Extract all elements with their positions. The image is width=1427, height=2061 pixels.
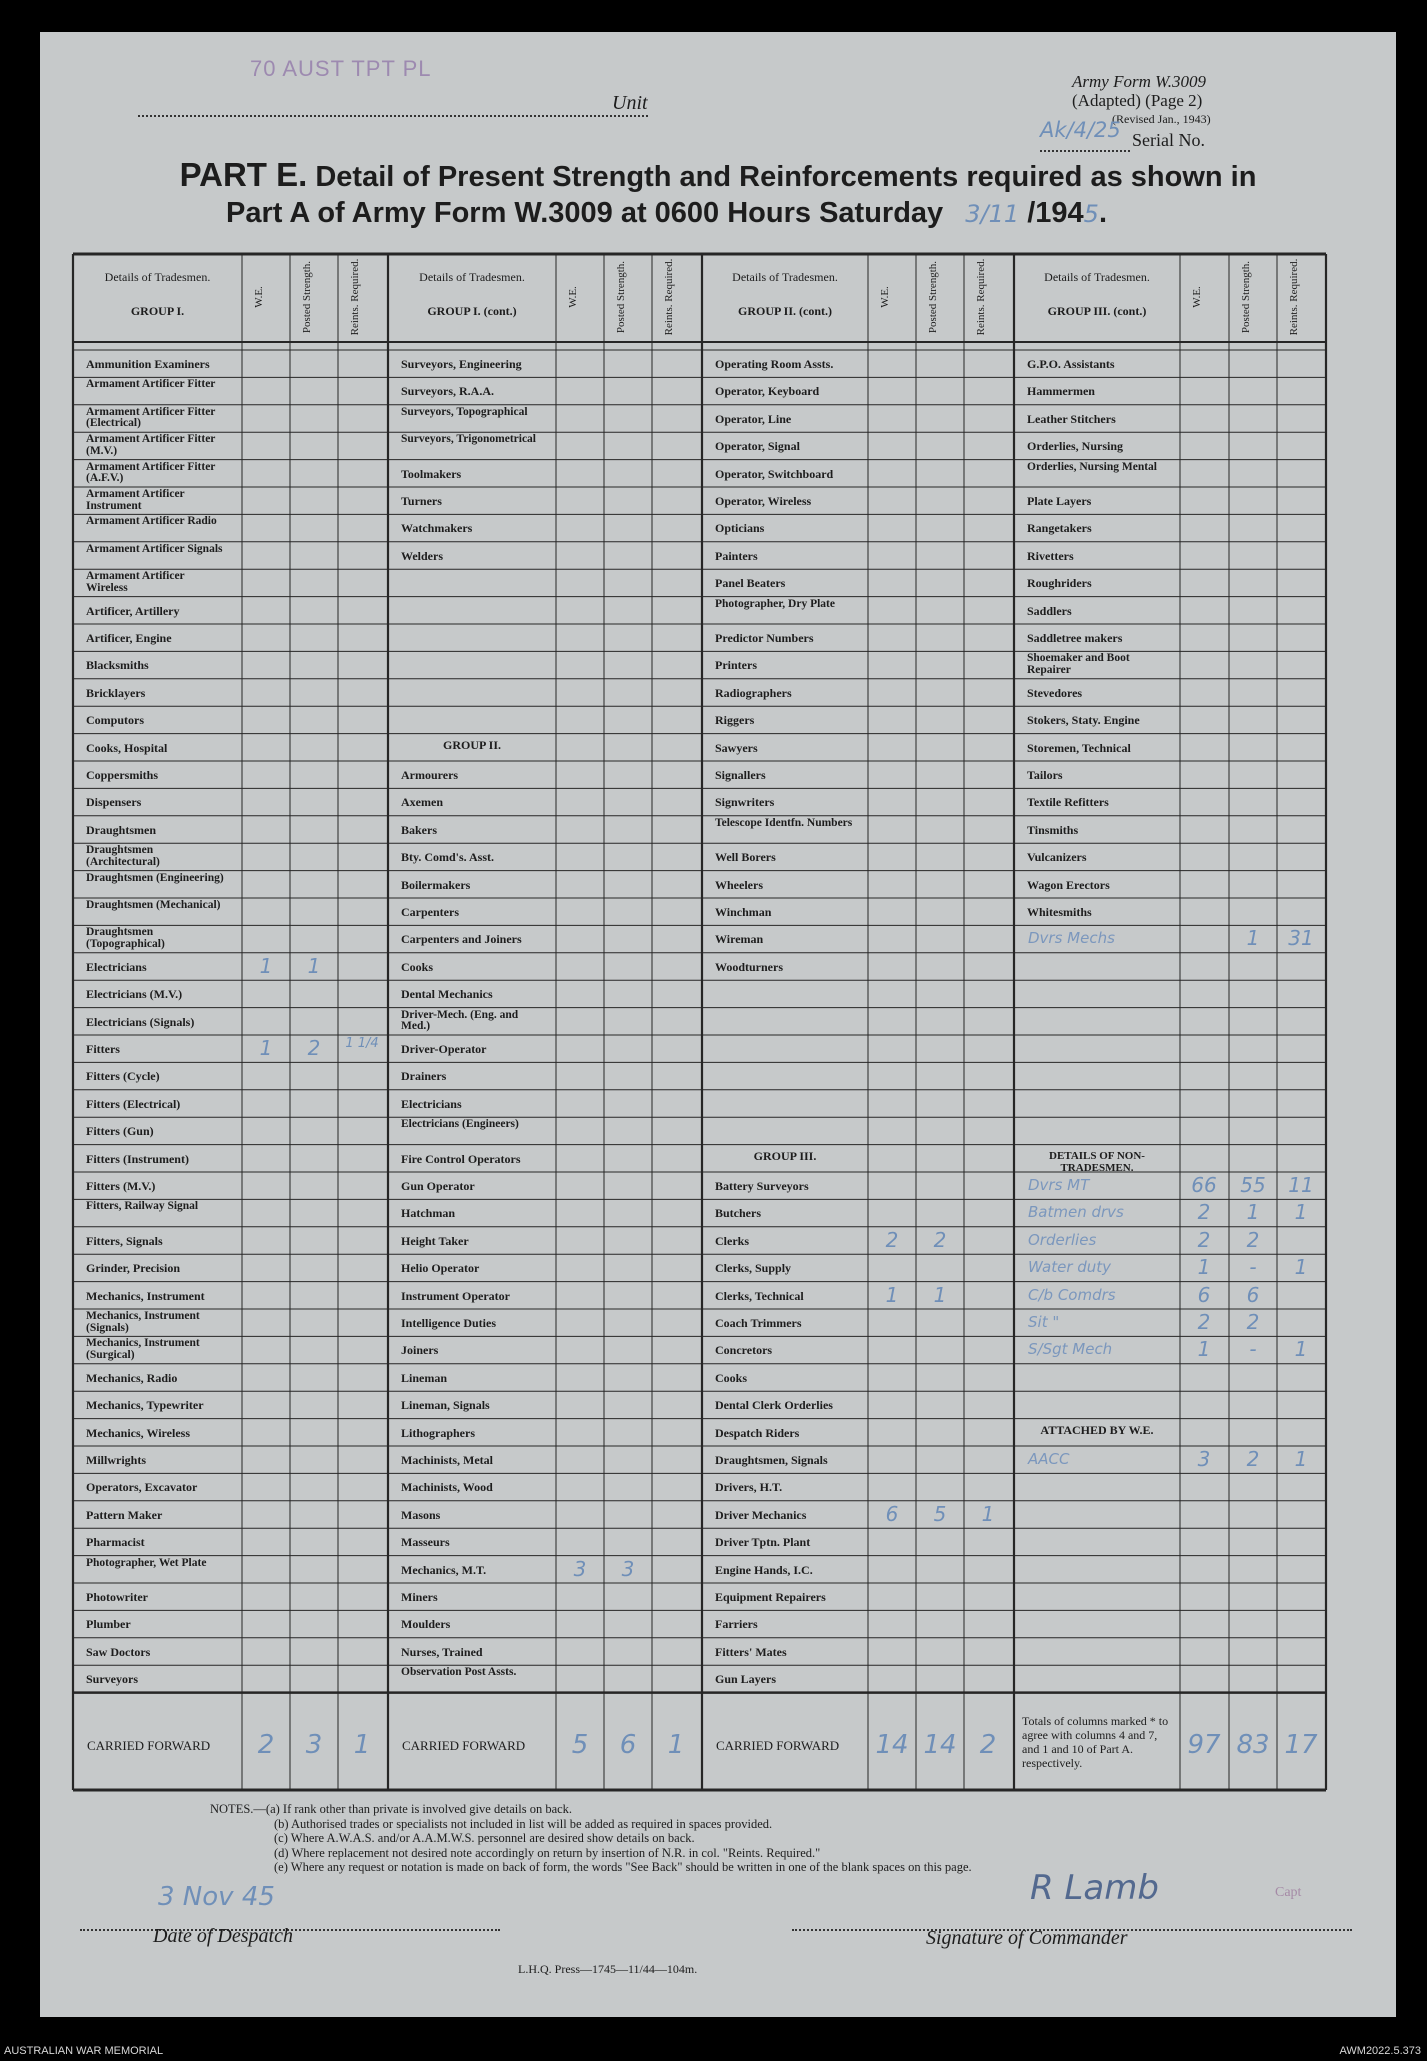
handwritten-value: 2	[933, 1227, 947, 1252]
trade-label: Butchers	[715, 1206, 761, 1221]
trade-label: Lineman, Signals	[401, 1398, 490, 1413]
trade-label: Plate Layers	[1027, 494, 1092, 508]
trade-label: Draughtsmen (Engineering)	[86, 871, 224, 884]
handwritten-value: 1	[1197, 1337, 1211, 1362]
details-header: Details of Tradesmen.	[419, 270, 525, 284]
trade-label: Gun Layers	[715, 1672, 777, 1687]
trade-label: Photowriter	[86, 1590, 148, 1604]
column-header: W.E.	[879, 286, 891, 308]
handwritten-value: 1	[1294, 1200, 1308, 1225]
trade-label: Mechanics, Instrument	[86, 1288, 205, 1303]
column-header: W.E.	[1191, 286, 1203, 308]
handwritten-value: 2	[1197, 1310, 1211, 1334]
form-id-line1: Army Form W.3009	[1072, 72, 1206, 91]
grand-total-value: 17	[1284, 1730, 1318, 1760]
carried-forward-value: 2	[257, 1730, 275, 1760]
trade-label: Boilermakers	[401, 877, 471, 892]
part-label: PART E.	[179, 156, 308, 193]
handwritten-value: 1	[981, 1501, 995, 1526]
handwritten-value: 55	[1240, 1173, 1266, 1197]
trade-label: Bricklayers	[86, 685, 146, 700]
trade-label: Masons	[401, 1507, 441, 1522]
handwritten-value: 2	[1197, 1227, 1211, 1252]
trade-label: Winchman	[715, 905, 772, 919]
handwritten-value: 2	[885, 1227, 899, 1252]
carried-forward-label: CARRIED FORWARD	[402, 1738, 526, 1753]
unit-stamp: 70 AUST TPT PL	[250, 56, 432, 81]
column-header: W.E.	[567, 286, 579, 308]
trade-label: Mechanics, Instrument (Signals)	[86, 1310, 200, 1334]
details-header: Details of Tradesmen.	[732, 270, 838, 284]
handwritten-value: 1	[1246, 1200, 1260, 1225]
trade-label: Operator, Keyboard	[715, 384, 820, 399]
trade-label: Electricians (Engineers)	[401, 1118, 519, 1131]
handwritten-value: -	[1249, 1337, 1257, 1362]
trade-label: Operating Room Assts.	[715, 357, 834, 371]
trade-label: Saddletree makers	[1027, 631, 1123, 645]
column-header: Posted Strength.	[301, 260, 313, 334]
trade-label: Bty. Comd's. Asst.	[401, 850, 495, 865]
trade-label: Millwrights	[86, 1453, 146, 1467]
totals-note: Totals of columns marked * to agree with columns 4 and 7, and 1 and 10 of Part A. respectively.	[1022, 1714, 1169, 1770]
trade-label: Armament Artificer Fitter (Electrical)	[86, 405, 216, 430]
handwritten-value: 11	[1288, 1173, 1314, 1197]
trade-label: Mechanics, Instrument (Surgical)	[86, 1337, 200, 1361]
note-a: NOTES.—(a) If rank other than private is involved give details on back.	[210, 1802, 573, 1816]
group-section-label: ATTACHED BY W.E.	[1040, 1422, 1154, 1437]
trade-label: Equipment Repairers	[715, 1590, 826, 1604]
year-digit: 5	[1083, 200, 1099, 228]
trade-label: Stevedores	[1027, 685, 1083, 700]
handwritten-value: 1	[1294, 1447, 1308, 1471]
trade-label: Wireman	[715, 932, 764, 947]
column-header: Reints. Required.	[349, 258, 361, 336]
trade-label: Draughtsmen	[86, 822, 157, 837]
trade-label: Orderlies, Nursing	[1027, 439, 1123, 454]
date-value: 3/11	[965, 200, 1020, 228]
trade-label: Intelligence Duties	[401, 1316, 496, 1330]
column-header: Posted Strength.	[927, 260, 939, 334]
trade-label: Shoemaker and Boot Repairer	[1027, 652, 1130, 676]
trade-label: Orderlies, Nursing Mental	[1027, 460, 1157, 473]
trade-label: Battery Surveyors	[715, 1179, 809, 1193]
trade-label: Saw Doctors	[86, 1644, 151, 1659]
trade-label: Mechanics, Radio	[86, 1370, 178, 1385]
trade-label: Electricians (Signals)	[86, 1014, 195, 1029]
trade-label: Coppersmiths	[86, 768, 159, 782]
trade-label: Masseurs	[401, 1535, 450, 1550]
trade-label: Mechanics, Typewriter	[86, 1398, 204, 1413]
trade-label: Surveyors, Trigonometrical	[401, 433, 536, 446]
trade-label: Fitters (Cycle)	[86, 1069, 160, 1084]
column-header: Posted Strength.	[615, 260, 627, 334]
trade-label: Turners	[401, 494, 442, 508]
handwritten-trade-name: Water duty	[1028, 1258, 1112, 1277]
trade-label: Hatchman	[401, 1206, 455, 1221]
trade-label: Clerks	[715, 1233, 749, 1248]
despatch-date-value: 3 Nov 45	[158, 1882, 275, 1912]
carried-forward-value: 3	[305, 1730, 323, 1760]
title-year: /194	[1027, 197, 1084, 229]
trade-label: Watchmakers	[401, 521, 473, 536]
grand-total-value: 97	[1187, 1730, 1221, 1760]
capt-label: Capt	[1275, 1885, 1302, 1900]
trade-label: Electricians	[86, 959, 147, 974]
trade-label: Armament Artificer Signals	[86, 542, 223, 555]
trade-label: Electricians (M.V.)	[86, 987, 183, 1002]
trade-label: Helio Operator	[401, 1261, 480, 1276]
trade-label: Painters	[715, 548, 758, 563]
trade-label: Surveyors, Topographical	[401, 405, 528, 418]
handwritten-value: 6	[1246, 1282, 1260, 1307]
trade-label: Saddlers	[1027, 603, 1072, 618]
trade-label: Armourers	[401, 768, 459, 782]
trade-label: Bakers	[401, 822, 437, 837]
trade-label: Armament Artificer Wireless	[86, 570, 185, 594]
handwritten-value: 2	[1246, 1447, 1260, 1471]
trade-label: Panel Beaters	[715, 576, 786, 591]
carried-forward-value: 2	[979, 1730, 997, 1760]
signature-label: Signature of Commander	[926, 1927, 1128, 1949]
trade-label: Opticians	[715, 521, 765, 536]
grand-total-value: 83	[1236, 1730, 1270, 1760]
group-section-label: GROUP II.	[442, 737, 501, 752]
archive-reference: AWM2022.5.373	[1339, 2045, 1421, 2057]
trade-label: Clerks, Supply	[715, 1261, 792, 1276]
trade-label: Rivetters	[1027, 548, 1074, 563]
trade-label: Farriers	[715, 1617, 758, 1632]
trade-label: Vulcanizers	[1027, 850, 1087, 865]
group-header: GROUP I.	[130, 304, 185, 318]
handwritten-value: 31	[1288, 926, 1314, 951]
handwritten-value: 1	[1294, 1255, 1308, 1280]
handwritten-value: 6	[1197, 1282, 1211, 1307]
column-header: Reints. Required.	[1288, 258, 1300, 336]
details-header: Details of Tradesmen.	[104, 270, 211, 284]
trade-label: Fitters, Railway Signal	[86, 1200, 199, 1213]
carried-forward-label: CARRIED FORWARD	[716, 1738, 840, 1753]
trade-label: Drainers	[401, 1069, 447, 1084]
handwritten-value: 2	[1197, 1200, 1211, 1225]
trade-label: Fitters (Instrument)	[86, 1151, 189, 1166]
carried-forward-value: 1	[353, 1730, 371, 1760]
trade-label: Draughtsmen (Architectural)	[86, 844, 160, 868]
trade-label: Driver-Operator	[401, 1042, 487, 1056]
trade-label: Computors	[86, 713, 145, 728]
trade-label: Mechanics, Wireless	[86, 1425, 190, 1440]
trade-label: Miners	[401, 1590, 438, 1604]
carried-forward-value: 14	[875, 1730, 909, 1760]
carried-forward-value: 14	[923, 1730, 957, 1760]
handwritten-value: 1	[259, 953, 273, 978]
trade-label: Whitesmiths	[1027, 905, 1092, 919]
handwritten-value: 1	[1246, 926, 1260, 951]
trade-label: Lineman	[401, 1370, 448, 1385]
note-d: (d) Where replacement not desired note accordingly on return by insertion of N.R. in col. "Reints. Required."	[274, 1845, 821, 1860]
title-text-1: Detail of Present Strength and Reinforcements required as shown in	[315, 161, 1257, 193]
handwritten-value: 2	[1246, 1310, 1260, 1334]
trade-label: Cooks	[401, 959, 434, 974]
trade-label: Drivers, H.T.	[715, 1480, 783, 1495]
trade-label: Pharmacist	[86, 1535, 145, 1550]
trade-label: Driver-Mech. (Eng. and Med.)	[401, 1008, 519, 1033]
handwritten-value: 1 1/4	[345, 1036, 379, 1051]
trade-label: Photographer, Wet Plate	[86, 1556, 207, 1569]
trade-label: Grinder, Precision	[86, 1261, 180, 1276]
trade-label: Instrument Operator	[401, 1288, 510, 1303]
handwritten-trade-name: S/Sgt Mech	[1028, 1340, 1113, 1359]
carried-forward-label: CARRIED FORWARD	[87, 1738, 211, 1753]
trade-label: Draughtsmen (Topographical)	[86, 926, 165, 950]
trade-label: Electricians	[401, 1096, 462, 1111]
trade-label: Axemen	[401, 795, 443, 810]
trade-label: Fitters	[86, 1042, 120, 1056]
handwritten-value: 1	[1294, 1337, 1308, 1362]
commander-signature: R Lamb	[1030, 1868, 1159, 1908]
trade-label: Armament Artificer Radio	[86, 515, 217, 528]
group-header: GROUP III. (cont.)	[1047, 304, 1147, 318]
group-section-label: GROUP III.	[753, 1148, 817, 1163]
form-sheet	[40, 32, 1396, 2017]
trade-label: Surveyors, Engineering	[401, 357, 522, 371]
group-header: GROUP II. (cont.)	[738, 304, 832, 318]
handwritten-value: 1	[933, 1282, 947, 1307]
trade-label: Fitters (Gun)	[86, 1124, 154, 1139]
trade-label: Wheelers	[715, 877, 763, 892]
trade-label: Driver Mechanics	[715, 1507, 807, 1522]
handwritten-trade-name: Batmen drvs	[1028, 1203, 1124, 1222]
trade-label: Nurses, Trained	[401, 1644, 483, 1659]
column-header: W.E.	[253, 286, 265, 308]
trade-label: Signwriters	[715, 795, 775, 810]
handwritten-trade-name: Dvrs Mechs	[1028, 929, 1115, 948]
trade-label: Artificer, Engine	[86, 631, 172, 645]
handwritten-value: 66	[1191, 1173, 1217, 1197]
serial-label: Serial No.	[1132, 130, 1205, 150]
handwritten-trade-name: Dvrs MT	[1028, 1176, 1090, 1194]
trade-label: Armament Artificer Fitter	[86, 378, 216, 391]
handwritten-value: 1	[259, 1036, 273, 1060]
trade-label: Stokers, Staty. Engine	[1027, 713, 1140, 728]
handwritten-trade-name: Orderlies	[1028, 1230, 1097, 1249]
trade-label: Telescope Identfn. Numbers	[715, 816, 853, 829]
trade-label: Armament Artificer Fitter (M.V.)	[86, 433, 216, 457]
trade-label: Signallers	[715, 768, 766, 782]
trade-label: Tailors	[1027, 768, 1063, 782]
handwritten-value: 5	[933, 1501, 947, 1526]
trade-label: Armament Artificer Instrument	[86, 488, 185, 512]
carried-forward-value: 1	[667, 1730, 685, 1760]
note-b: (b) Authorised trades or specialists not included in list will be added as required in spaces provided.	[274, 1816, 773, 1831]
trade-label: Gun Operator	[401, 1179, 475, 1193]
details-header: Details of Tradesmen.	[1044, 270, 1150, 284]
trade-label: Driver Tptn. Plant	[715, 1535, 811, 1550]
handwritten-value: 3	[621, 1556, 635, 1581]
handwritten-trade-name: Sit "	[1028, 1313, 1060, 1331]
handwritten-value: 3	[573, 1556, 587, 1581]
trade-label: Cooks	[715, 1370, 748, 1385]
trade-label: Storemen, Technical	[1027, 740, 1131, 755]
trade-label: Rangetakers	[1027, 521, 1092, 536]
trade-label: Woodturners	[715, 959, 784, 974]
handwritten-value: 1	[885, 1282, 899, 1307]
trade-label: Machinists, Metal	[401, 1453, 493, 1467]
handwritten-value: 1	[1197, 1255, 1211, 1280]
trade-label: Toolmakers	[401, 466, 462, 481]
handwritten-trade-name: C/b Comdrs	[1028, 1285, 1116, 1304]
trade-label: Tinsmiths	[1027, 822, 1079, 837]
form-id-line3: (Revised Jan., 1943)	[1112, 112, 1211, 126]
trade-label: Clerks, Technical	[715, 1288, 804, 1303]
column-header: Posted Strength.	[1240, 260, 1252, 334]
trade-label: Plumber	[86, 1617, 131, 1632]
trade-label: Machinists, Wood	[401, 1480, 493, 1495]
form-id-line2: (Adapted) (Page 2)	[1072, 91, 1203, 110]
trade-label: Fire Control Operators	[401, 1151, 521, 1166]
trade-label: Dental Mechanics	[401, 987, 493, 1002]
trade-label: Operators, Excavator	[86, 1480, 198, 1495]
notes-block	[210, 1802, 972, 1875]
trade-label: Predictor Numbers	[715, 631, 814, 645]
trade-label: Riggers	[715, 713, 755, 728]
column-header: Reints. Required.	[663, 258, 675, 336]
note-e: (e) Where any request or notation is made on back of form, the words "See Back" should be written in one of the blank spaces on this page.	[274, 1860, 972, 1874]
column-header: Reints. Required.	[975, 258, 987, 336]
group-section-label: DETAILS OF NON-TRADESMEN.	[1049, 1149, 1145, 1174]
trade-label: Operator, Signal	[715, 439, 800, 454]
trade-label: Operator, Switchboard	[715, 466, 834, 481]
trade-label: Welders	[401, 548, 443, 563]
trade-label: Observation Post Assts.	[401, 1666, 517, 1679]
trade-label: Artificer, Artillery	[86, 603, 180, 618]
unit-label: Unit	[612, 92, 648, 114]
trade-label: Despatch Riders	[715, 1425, 800, 1440]
trade-label: Carpenters	[401, 905, 459, 919]
handwritten-value: 6	[885, 1501, 899, 1526]
trade-label: Height Taker	[401, 1233, 469, 1248]
trade-label: Operator, Wireless	[715, 494, 812, 508]
press-imprint: L.H.Q. Press—1745—11/44—104m.	[518, 1962, 698, 1976]
handwritten-value: -	[1249, 1255, 1257, 1280]
trade-label: Surveyors	[86, 1672, 138, 1687]
trade-label: Fitters (Electrical)	[86, 1096, 181, 1111]
trade-label: Fitters (M.V.)	[86, 1179, 156, 1193]
trade-label: Roughriders	[1027, 576, 1092, 591]
archive-credit: AUSTRALIAN WAR MEMORIAL	[4, 2045, 164, 2057]
trade-label: Dental Clerk Orderlies	[715, 1398, 833, 1413]
despatch-label: Date of Despatch	[153, 1925, 293, 1947]
handwritten-value: 2	[307, 1036, 321, 1060]
trade-label: Pattern Maker	[86, 1507, 163, 1522]
trade-label: Fitters, Signals	[86, 1233, 163, 1248]
trade-label: Textile Refitters	[1027, 795, 1109, 810]
trade-label: G.P.O. Assistants	[1027, 357, 1115, 371]
trade-label: Carpenters and Joiners	[401, 932, 522, 947]
trade-label: Well Borers	[715, 850, 776, 865]
trade-label: Ammunition Examiners	[86, 357, 210, 371]
trade-label: Armament Artificer Fitter (A.F.V.)	[86, 460, 216, 485]
handwritten-value: 1	[307, 953, 321, 978]
trade-label: Draughtsmen, Signals	[715, 1453, 828, 1467]
trade-label: Fitters' Mates	[715, 1644, 787, 1659]
trade-label: Sawyers	[715, 740, 758, 755]
handwritten-trade-name: AACC	[1028, 1450, 1070, 1468]
handwritten-value: 2	[1246, 1227, 1260, 1252]
group-header: GROUP I. (cont.)	[427, 304, 517, 318]
trade-label: Hammermen	[1027, 384, 1095, 399]
trade-label: Operator, Line	[715, 411, 792, 426]
trade-label: Blacksmiths	[86, 658, 149, 673]
carried-forward-value: 5	[571, 1730, 589, 1760]
trade-label: Draughtsmen (Mechanical)	[86, 899, 221, 911]
trade-label: Coach Trimmers	[715, 1316, 802, 1330]
handwritten-value: 3	[1197, 1447, 1211, 1471]
serial-value: Ak/4/25	[1040, 118, 1121, 142]
trade-label: Photographer, Dry Plate	[715, 597, 835, 610]
title-text-2: Part A of Army Form W.3009 at 0600 Hours Saturday	[226, 197, 944, 229]
trade-label: Engine Hands, I.C.	[715, 1562, 813, 1577]
trade-label: Cooks, Hospital	[86, 740, 168, 755]
trade-label: Surveyors, R.A.A.	[401, 384, 494, 399]
trade-label: Joiners	[401, 1343, 439, 1358]
trade-label: Printers	[715, 658, 757, 673]
trade-label: Moulders	[401, 1617, 451, 1632]
title-end: .	[1098, 197, 1108, 229]
trade-label: Lithographers	[401, 1425, 476, 1440]
trade-label: Leather Stitchers	[1027, 411, 1116, 426]
trade-label: Radiographers	[715, 685, 792, 700]
trade-label: Concretors	[715, 1343, 773, 1358]
note-c: (c) Where A.W.A.S. and/or A.A.M.W.S. personnel are desired show details on back.	[274, 1831, 695, 1845]
carried-forward-value: 6	[619, 1730, 637, 1760]
trade-label: Dispensers	[86, 795, 142, 810]
trade-label: Mechanics, M.T.	[401, 1562, 487, 1577]
trade-label: Wagon Erectors	[1027, 877, 1110, 892]
